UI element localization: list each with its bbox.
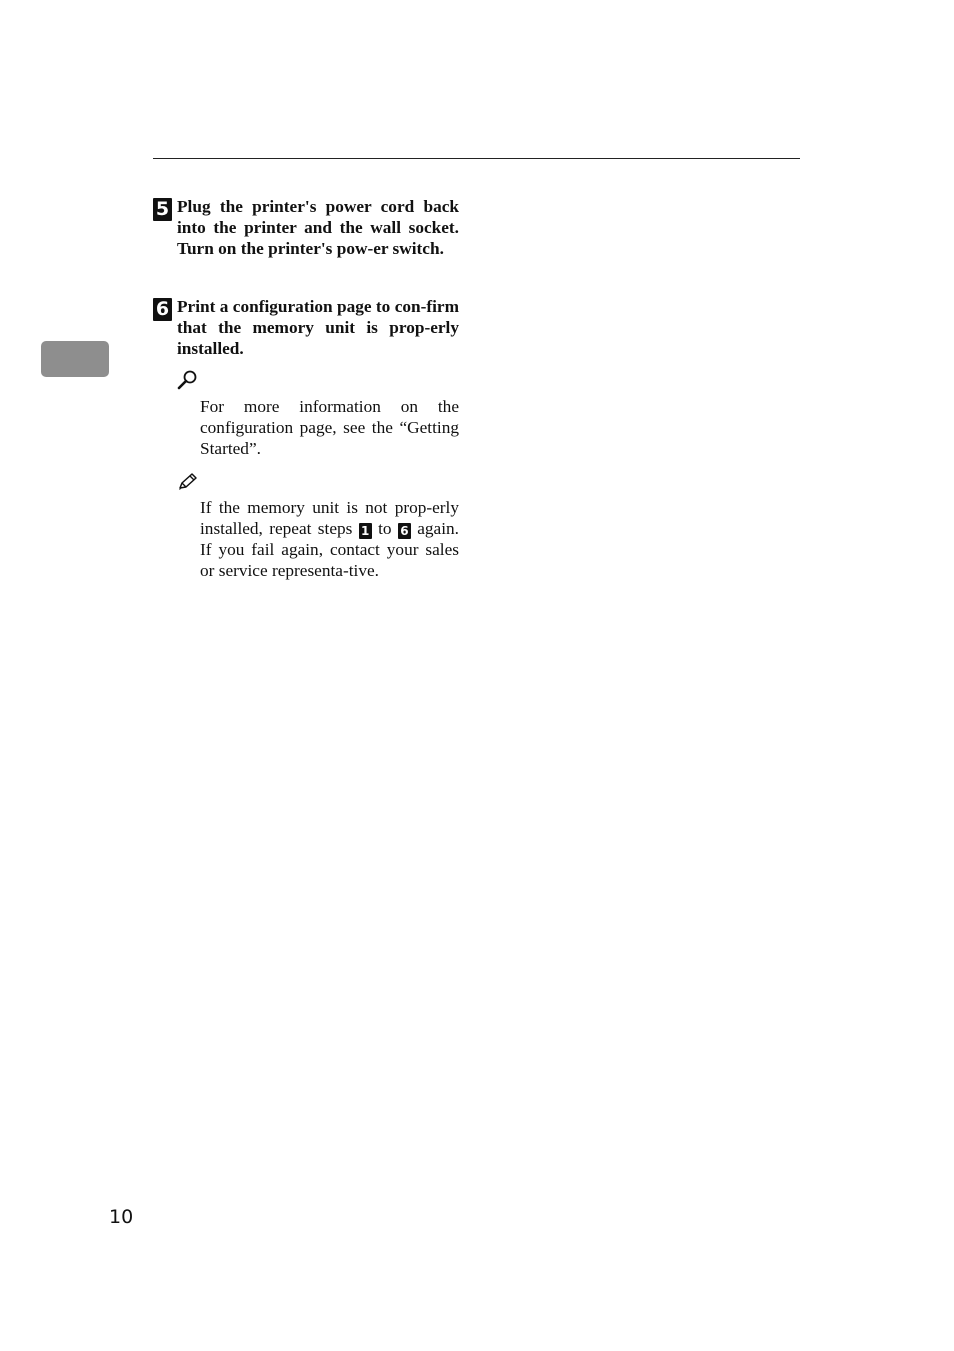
step-number-badge: 6 — [153, 298, 172, 321]
chapter-tab — [41, 341, 109, 377]
pencil-icon — [177, 472, 199, 497]
page-number: 10 — [109, 1206, 134, 1228]
step-text: Plug the printer's power cord back into the printer and the wall socket. Turn on the printer's pow-er switch. — [177, 197, 459, 258]
step-ref-badge: 1 — [359, 523, 372, 539]
note-text — [200, 497, 459, 581]
step-number-badge: 5 — [153, 198, 172, 221]
reference-text: For more information on the configuration page, see the “Getting Started”. — [200, 397, 459, 458]
step-text: Print a configuration page to con-firm that the memory unit is prop-erly installed. — [177, 297, 459, 358]
note-text-end: again. If you fail again, contact your sales or service representa-tive. — [200, 519, 459, 580]
note-text-start: If the memory unit is not prop-erly installed, repeat steps — [200, 498, 459, 538]
step-5 — [153, 196, 459, 259]
note-text-mid: to — [371, 519, 398, 538]
step-ref-badge: 6 — [398, 523, 411, 539]
step-6 — [153, 296, 459, 359]
header-rule — [153, 158, 800, 159]
magnifier-icon — [177, 369, 199, 396]
